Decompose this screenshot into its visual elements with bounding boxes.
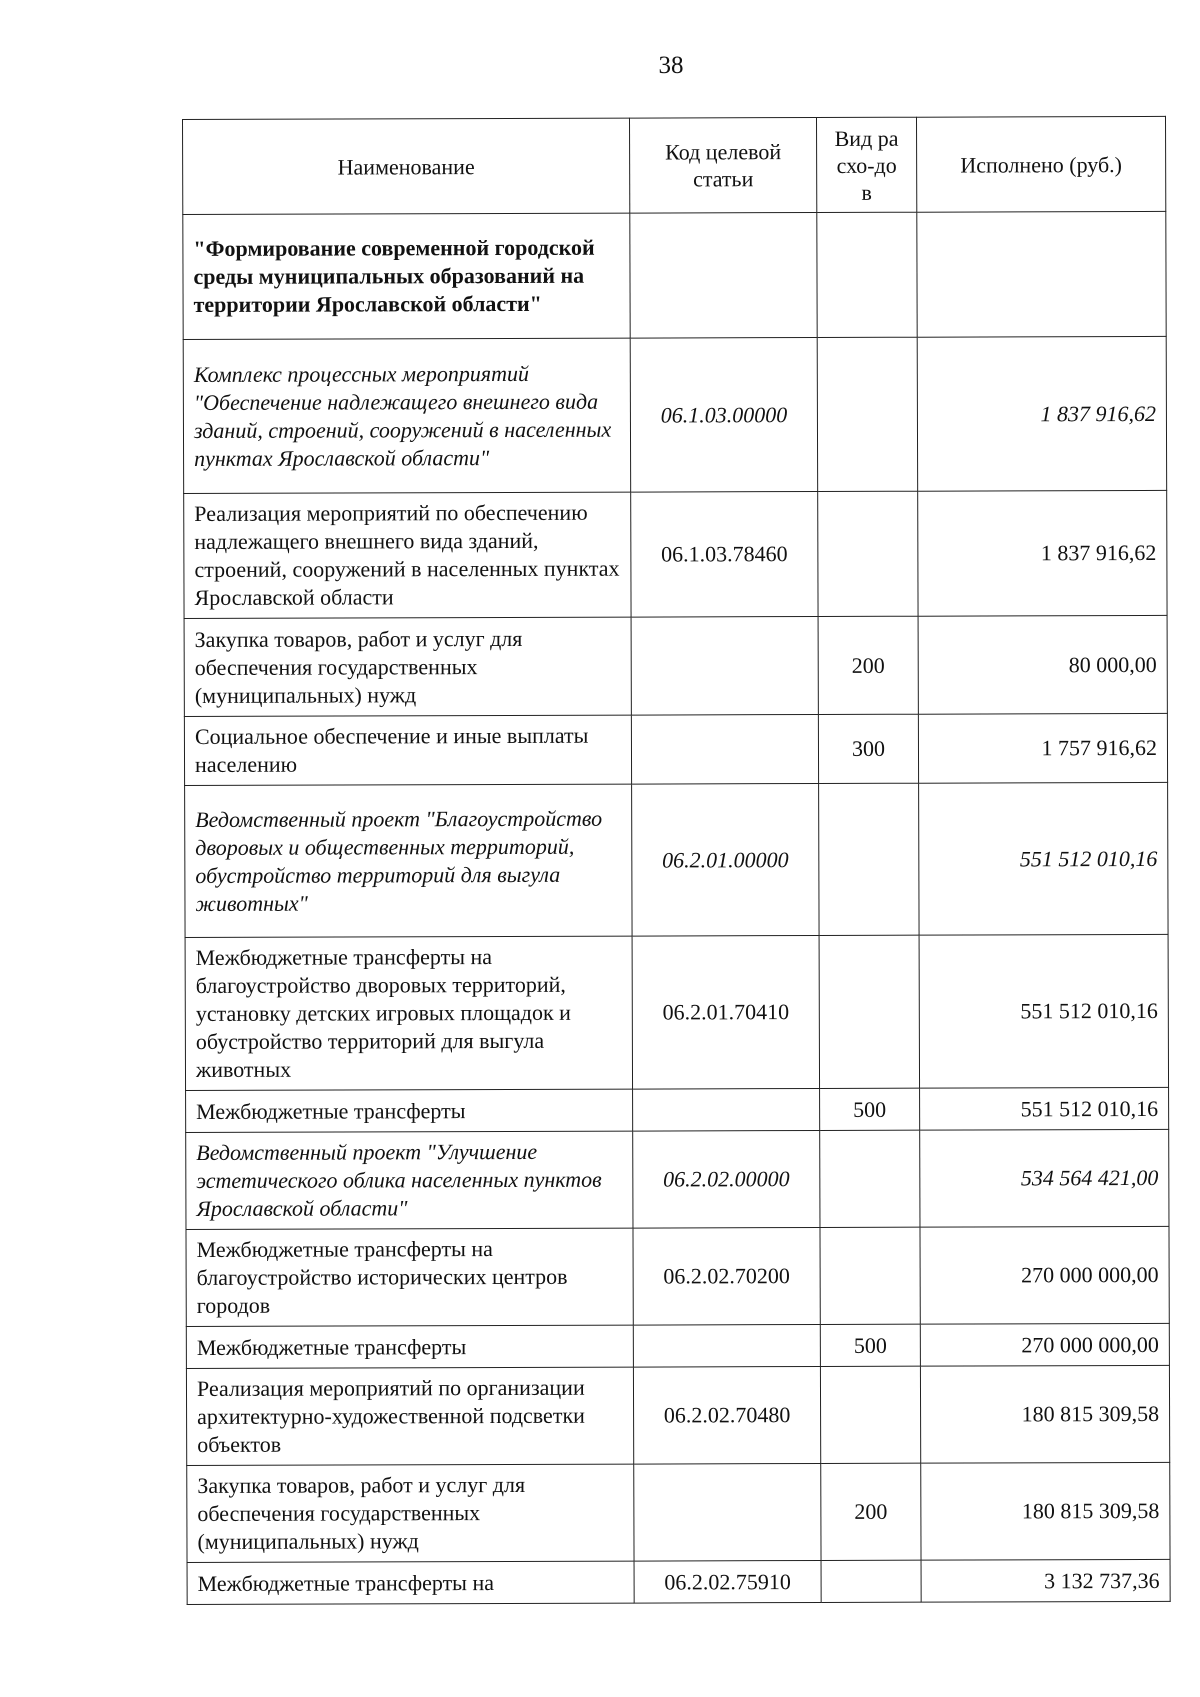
row-type-cell <box>818 491 918 616</box>
row-type-cell: 500 <box>820 1088 920 1130</box>
table-row <box>186 1226 1169 1326</box>
row-name-cell: Закупка товаров, работ и услуг для обеспечения государственных (муниципальных) нужд <box>187 1464 634 1562</box>
row-amount-cell: 1 837 916,62 <box>917 336 1166 491</box>
row-name-cell: Реализация мероприятий по обеспечению надлежащего внешнего вида зданий, строений, сооружений в населенных пунктах Ярославской области <box>184 492 631 618</box>
row-name-cell: Ведомственный проект "Благоустройство дворовых и общественных территорий, обустройство территорий для выгула животных" <box>185 784 632 937</box>
row-code-cell <box>634 1464 821 1562</box>
header-type: Вид расхо-дов <box>816 117 916 212</box>
row-name-cell: Социальное обеспечение и иные выплаты населению <box>184 715 631 785</box>
row-amount-cell: 534 564 421,00 <box>920 1129 1169 1227</box>
row-code-cell: 06.2.01.70410 <box>632 936 819 1090</box>
row-code-cell <box>633 1089 820 1132</box>
table-row <box>187 1559 1170 1604</box>
row-type-cell <box>819 935 919 1088</box>
row-type-cell: 200 <box>818 616 918 714</box>
row-amount-cell: 180 815 309,58 <box>920 1365 1169 1463</box>
table-row <box>187 1462 1170 1562</box>
row-type-cell <box>817 212 917 337</box>
budget-execution-table <box>182 116 1171 1605</box>
header-amount: Исполнено (руб.) <box>916 116 1165 212</box>
table-row <box>186 1365 1169 1465</box>
row-name-cell: Межбюджетные трансферты на благоустройство дворовых территорий, установку детских игровых площадок и обустройство территорий для выгула животных <box>185 936 632 1090</box>
row-name-cell: Межбюджетные трансферты на благоустройство исторических центров городов <box>186 1228 633 1326</box>
row-amount-cell: 1 837 916,62 <box>918 490 1167 616</box>
row-code-cell: 06.2.02.00000 <box>633 1131 820 1229</box>
row-amount-cell: 551 512 010,16 <box>920 1087 1169 1130</box>
row-code-cell <box>633 1325 820 1368</box>
row-amount-cell: 3 132 737,36 <box>921 1559 1170 1602</box>
row-code-cell: 06.2.02.70480 <box>633 1367 820 1465</box>
row-name-cell: Реализация мероприятий по организации архитектурно-художественной подсветки объектов <box>186 1367 633 1465</box>
table-row <box>184 490 1167 618</box>
row-amount-cell: 1 757 916,62 <box>918 713 1167 783</box>
row-name-cell: Межбюджетные трансферты <box>186 1325 633 1368</box>
header-name: Наименование <box>183 118 630 214</box>
row-amount-cell: 180 815 309,58 <box>921 1462 1170 1560</box>
table-row <box>186 1087 1169 1132</box>
table-body <box>183 211 1170 1604</box>
row-name-cell: Комплекс процессных мероприятий "Обеспечение надлежащего внешнего вида зданий, строений, сооружений в населенных пунктах Ярославской области" <box>183 338 630 493</box>
row-name-cell: "Формирование современной городской среды муниципальных образований на территории Ярославской области" <box>183 213 630 339</box>
row-type-cell <box>819 783 919 935</box>
table-row <box>184 615 1167 716</box>
row-code-cell: 06.2.02.75910 <box>634 1560 821 1603</box>
row-name-cell: Межбюджетные трансферты на <box>187 1561 634 1604</box>
table-header-row <box>183 116 1166 214</box>
row-code-cell: 06.1.03.78460 <box>631 492 818 618</box>
table-row <box>185 934 1168 1090</box>
row-name-cell: Ведомственный проект "Улучшение эстетического облика населенных пунктов Ярославской области" <box>186 1131 633 1229</box>
row-code-cell: 06.2.02.70200 <box>633 1228 820 1326</box>
table-row <box>186 1129 1169 1229</box>
row-type-cell: 300 <box>818 714 918 783</box>
row-type-cell <box>820 1130 920 1227</box>
row-type-cell: 500 <box>820 1324 920 1366</box>
row-amount-cell <box>917 211 1166 337</box>
row-type-cell <box>821 1560 921 1602</box>
row-code-cell <box>631 715 818 785</box>
row-type-cell <box>820 1366 920 1463</box>
table-row <box>183 211 1166 339</box>
table-row <box>185 782 1168 937</box>
row-amount-cell: 270 000 000,00 <box>920 1226 1169 1324</box>
header-code: Код целевой статьи <box>629 118 816 214</box>
row-type-cell <box>817 337 917 491</box>
row-code-cell <box>631 617 818 716</box>
row-name-cell: Межбюджетные трансферты <box>186 1089 633 1132</box>
row-type-cell: 200 <box>821 1463 921 1560</box>
row-amount-cell: 270 000 000,00 <box>920 1323 1169 1366</box>
row-type-cell <box>820 1227 920 1324</box>
row-amount-cell: 551 512 010,16 <box>919 782 1168 935</box>
row-code-cell <box>630 213 817 339</box>
table-row <box>183 336 1166 493</box>
row-code-cell: 06.2.01.00000 <box>632 784 819 937</box>
page-number: 38 <box>658 52 684 79</box>
table-row <box>186 1323 1169 1368</box>
row-name-cell: Закупка товаров, работ и услуг для обеспечения государственных (муниципальных) нужд <box>184 617 631 716</box>
row-amount-cell: 80 000,00 <box>918 615 1167 714</box>
row-code-cell: 06.1.03.00000 <box>630 338 817 493</box>
row-amount-cell: 551 512 010,16 <box>919 934 1168 1088</box>
table-row <box>184 713 1167 785</box>
